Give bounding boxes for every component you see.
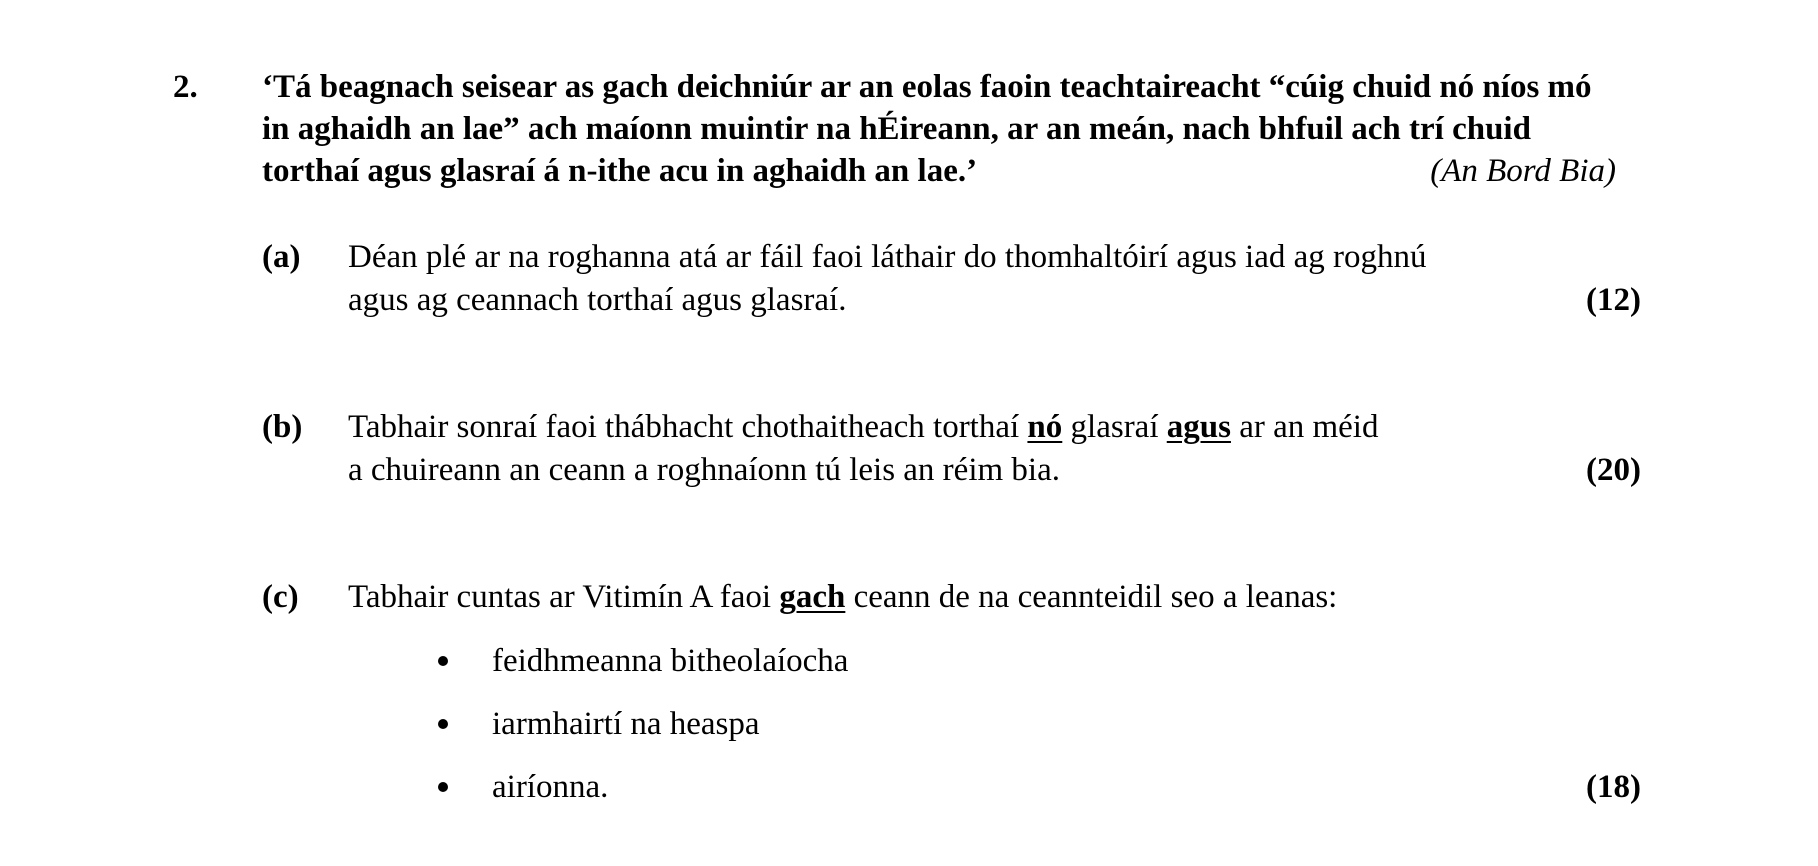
part-b-seg-3: ar an méid <box>1230 409 1379 445</box>
bullet-dot-icon <box>438 782 448 792</box>
question-quote <box>262 66 1616 192</box>
part-c-line-1 <box>348 576 1588 619</box>
part-c-seg-2: ceann de na ceannteidil seo a leanas: <box>845 579 1338 615</box>
part-a-line-1: Déan plé ar na roghanna atá ar fáil faoi láthair do thomhaltóirí agus iad ag roghnú <box>348 239 1427 275</box>
part-c-seg-1: Tabhair cuntas ar Vitimín A faoi <box>348 579 780 615</box>
part-c-marks: (18) <box>1586 769 1641 805</box>
question-number: 2. <box>173 69 198 105</box>
part-a-label: (a) <box>262 239 301 275</box>
part-a-text <box>348 236 1588 322</box>
bullet-dot-icon <box>438 656 448 666</box>
part-b-label: (b) <box>262 409 303 445</box>
part-b-seg-1: Tabhair sonraí faoi thábhacht chothaitheach torthaí <box>348 409 1028 445</box>
part-b-line-1 <box>348 406 1588 449</box>
part-a-marks: (12) <box>1586 282 1641 318</box>
part-b-seg-2: glasraí <box>1062 409 1167 445</box>
part-b-emph-agus: agus <box>1166 409 1231 445</box>
bullet-text: iarmhairtí na heaspa <box>492 706 760 742</box>
part-c-text <box>348 576 1588 619</box>
part-a-line-2: agus ag ceannach torthaí agus glasraí. <box>348 282 847 318</box>
quote-source: (An Bord Bia) <box>1430 153 1616 189</box>
bullet-text: feidhmeanna bitheolaíocha <box>492 643 849 679</box>
quote-text: ‘Tá beagnach seisear as gach deichniúr ar an eolas faoin teachtaireacht “cúig chuid nó níos mó in aghaidh an lae” ach maíonn muintir na hÉireann, ar an meán, nach bhfuil ach trí chuid torthaí agus glasraí á n-ithe acu in aghaidh an lae.’ <box>262 69 1592 189</box>
part-c-label: (c) <box>262 579 299 615</box>
part-b-line-2: a chuireann an ceann a roghnaíonn tú leis an réim bia. <box>348 452 1060 488</box>
bullet-dot-icon <box>438 719 448 729</box>
part-c-emph-gach: gach <box>779 579 846 615</box>
part-b-text <box>348 406 1588 492</box>
part-b-marks: (20) <box>1586 452 1641 488</box>
part-b-emph-no: nó <box>1027 409 1063 445</box>
bullet-text: airíonna. <box>492 769 609 805</box>
